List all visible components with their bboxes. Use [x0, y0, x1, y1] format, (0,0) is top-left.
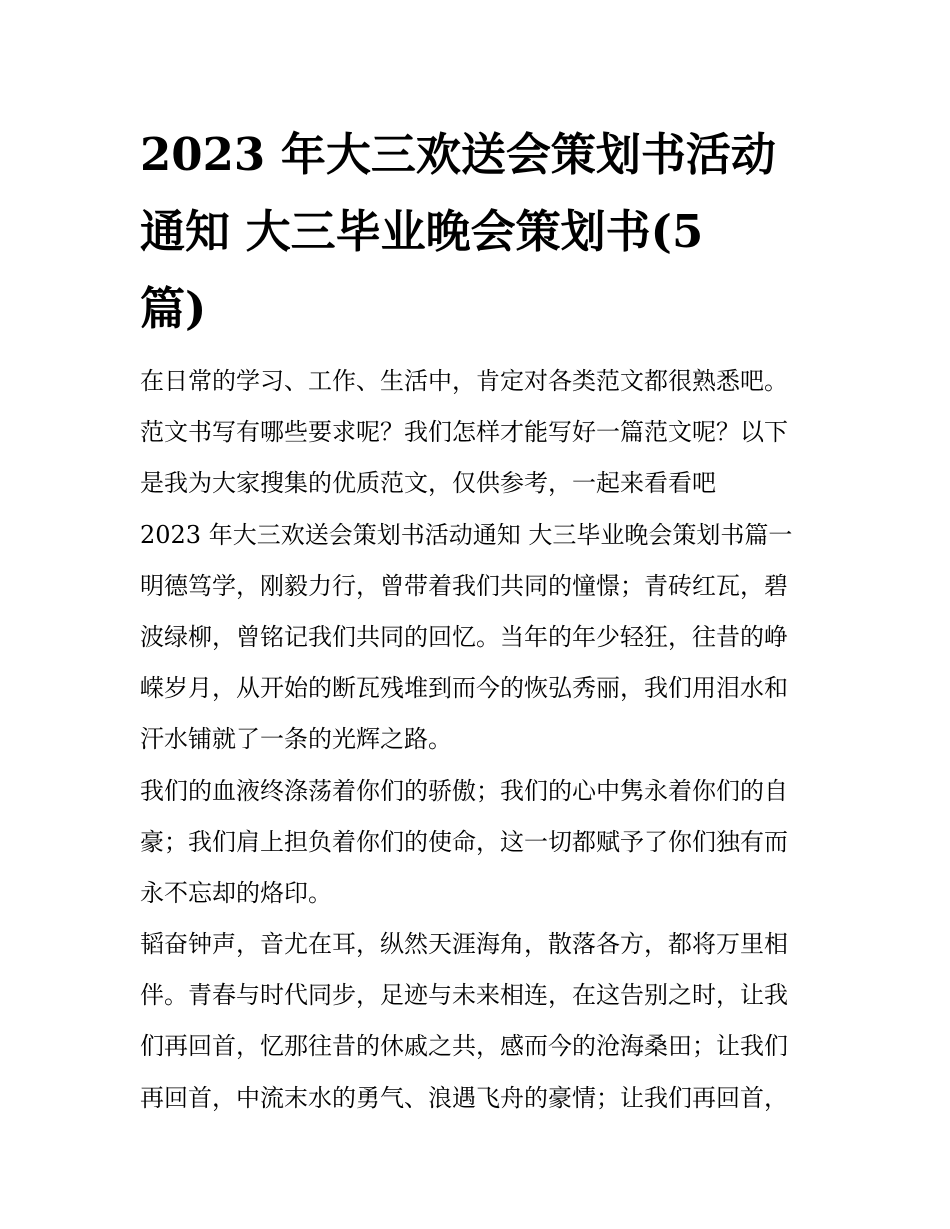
body-line: 伴。青春与时代同步，足迹与未来相连，在这告别之时，让我 [140, 981, 788, 1010]
body-line: 波绿柳，曾铭记我们共同的回忆。当年的年少轻狂，往昔的峥 [140, 622, 788, 651]
title-line: 篇) [140, 282, 207, 335]
body-line: 们再回首，忆那往昔的休戚之共，感而今的沧海桑田；让我们 [140, 1032, 788, 1061]
body-line: 嵘岁月，从开始的断瓦残堆到而今的恢弘秀丽，我们用泪水和 [140, 674, 788, 703]
body-line: 汗水铺就了一条的光辉之路。 [140, 725, 452, 754]
title-line: 2023 年大三欢送会策划书活动 [140, 128, 776, 181]
document-title [140, 116, 820, 347]
body-line: 永不忘却的烙印。 [140, 878, 332, 907]
body-line: 是我为大家搜集的优质范文，仅供参考，一起来看看吧 [140, 469, 716, 498]
body-line: 范文书写有哪些要求呢？我们怎样才能写好一篇范文呢？以下 [140, 418, 788, 447]
document-body [140, 356, 820, 1124]
section-heading: 2023 年大三欢送会策划书活动通知 大三毕业晚会策划书篇一 [140, 520, 793, 549]
title-line: 通知 大三毕业晚会策划书(5 [140, 205, 704, 258]
body-line: 豪；我们肩上担负着你们的使命，这一切都赋予了你们独有而 [140, 827, 788, 856]
body-line: 在日常的学习、工作、生活中，肯定对各类范文都很熟悉吧。 [140, 367, 788, 395]
body-line: 韬奋钟声，音尤在耳，纵然天涯海角，散落各方，都将万里相 [140, 930, 788, 959]
body-line: 明德笃学，刚毅力行，曾带着我们共同的憧憬；青砖红瓦，碧 [140, 571, 788, 600]
body-line: 我们的血液终涤荡着你们的骄傲；我们的心中隽永着你们的自 [140, 776, 788, 805]
body-line: 再回首，中流末水的勇气、浪遇飞舟的豪情；让我们再回首， [140, 1083, 788, 1112]
